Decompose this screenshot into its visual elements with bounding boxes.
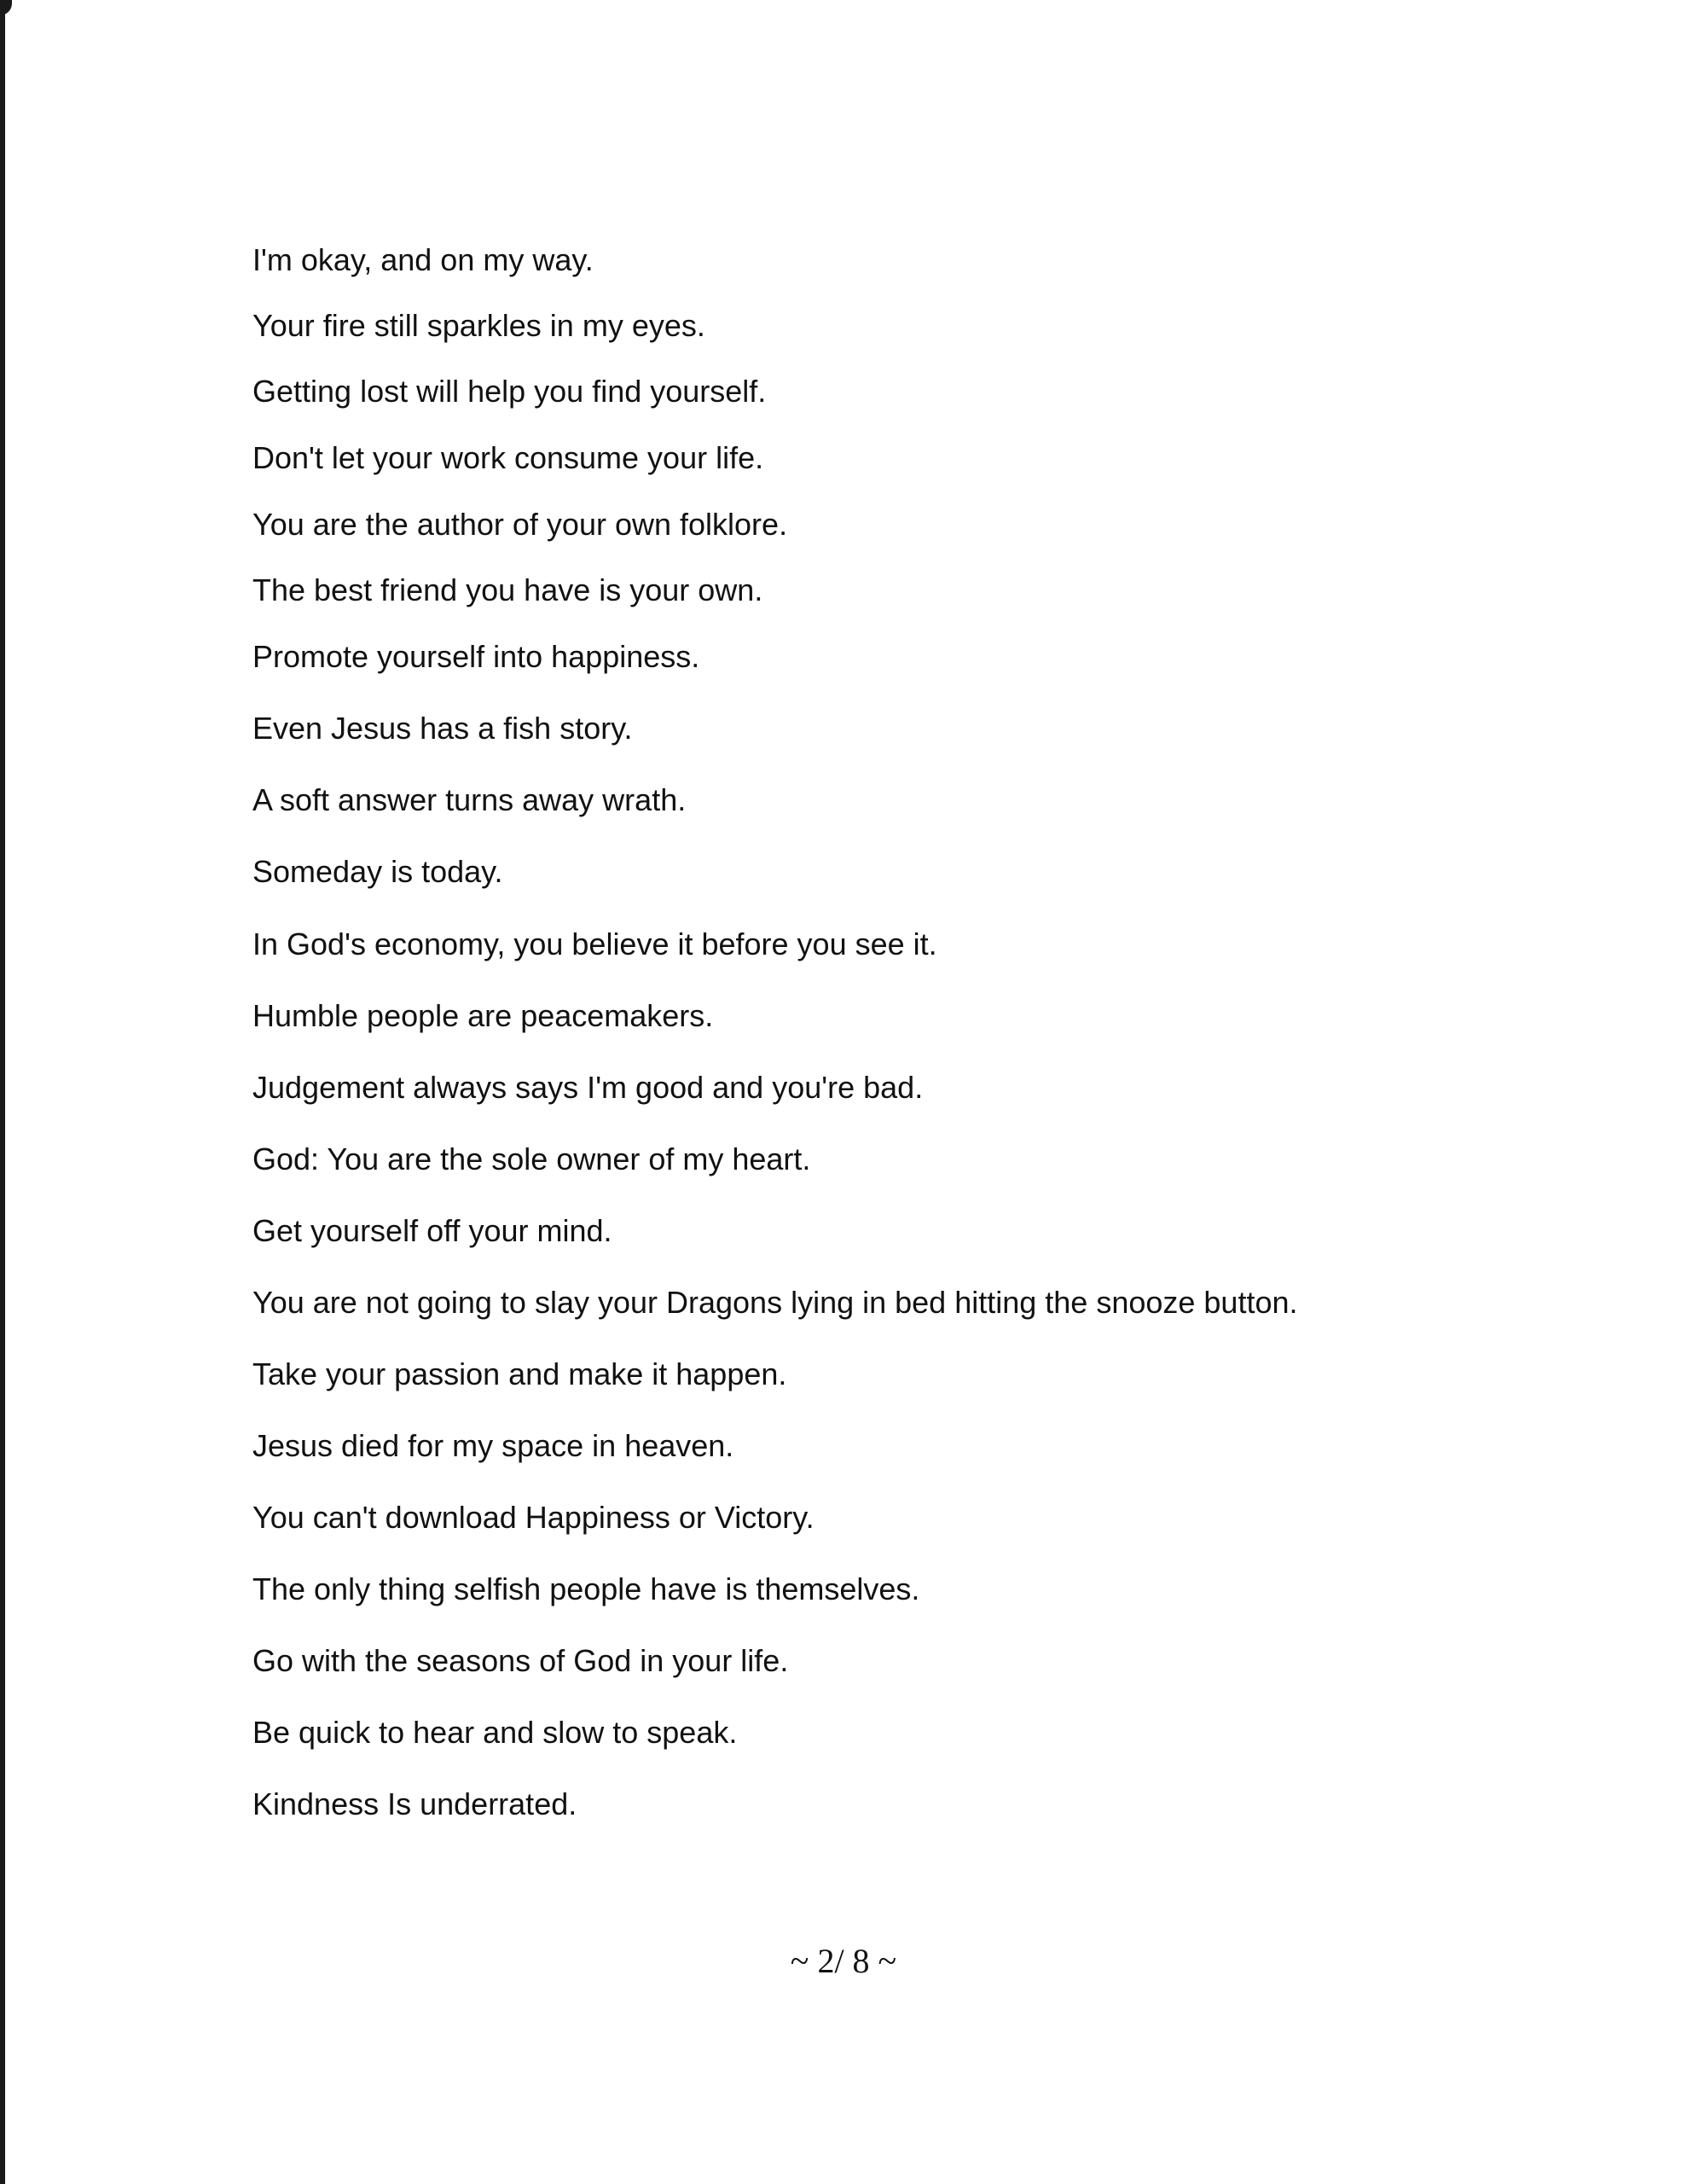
scan-edge bbox=[0, 0, 5, 2184]
quote-line: Be quick to hear and slow to speak. bbox=[252, 1715, 738, 1750]
page-number: ~ 2/ 8 ~ bbox=[790, 1942, 897, 1980]
quote-line: Jesus died for my space in heaven. bbox=[252, 1428, 734, 1463]
quote-line: Kindness Is underrated. bbox=[252, 1786, 577, 1821]
quote-line: Humble people are peacemakers. bbox=[252, 998, 714, 1033]
quote-line: Even Jesus has a fish story. bbox=[252, 711, 633, 746]
scan-corner bbox=[0, 0, 12, 15]
quote-line: God: You are the sole owner of my heart. bbox=[252, 1141, 811, 1176]
quote-line: The only thing selfish people have is themselves. bbox=[252, 1571, 920, 1606]
quote-line: Promote yourself into happiness. bbox=[252, 639, 700, 674]
quote-line: Judgement always says I'm good and you're bad. bbox=[252, 1070, 924, 1105]
quote-line: The best friend you have is your own. bbox=[252, 572, 763, 607]
quote-line: Take your passion and make it happen. bbox=[252, 1356, 787, 1391]
quote-line: Don't let your work consume your life. bbox=[252, 440, 764, 475]
quote-line: Go with the seasons of God in your life. bbox=[252, 1643, 789, 1678]
quote-line: You are not going to slay your Dragons lying in bed hitting the snooze button. bbox=[252, 1285, 1298, 1320]
quote-line: I'm okay, and on my way. bbox=[252, 242, 594, 277]
quote-list bbox=[252, 243, 1660, 1821]
quote-line: Someday is today. bbox=[252, 854, 503, 889]
quote-line: Get yourself off your mind. bbox=[252, 1213, 612, 1248]
quote-line: In God's economy, you believe it before you see it. bbox=[252, 926, 937, 961]
quote-line: A soft answer turns away wrath. bbox=[252, 782, 687, 817]
quote-line: Getting lost will help you find yourself. bbox=[252, 374, 767, 409]
quote-line: Your fire still sparkles in my eyes. bbox=[252, 308, 705, 343]
quote-line: You can't download Happiness or Victory. bbox=[252, 1500, 815, 1535]
quote-line: You are the author of your own folklore. bbox=[252, 507, 788, 542]
